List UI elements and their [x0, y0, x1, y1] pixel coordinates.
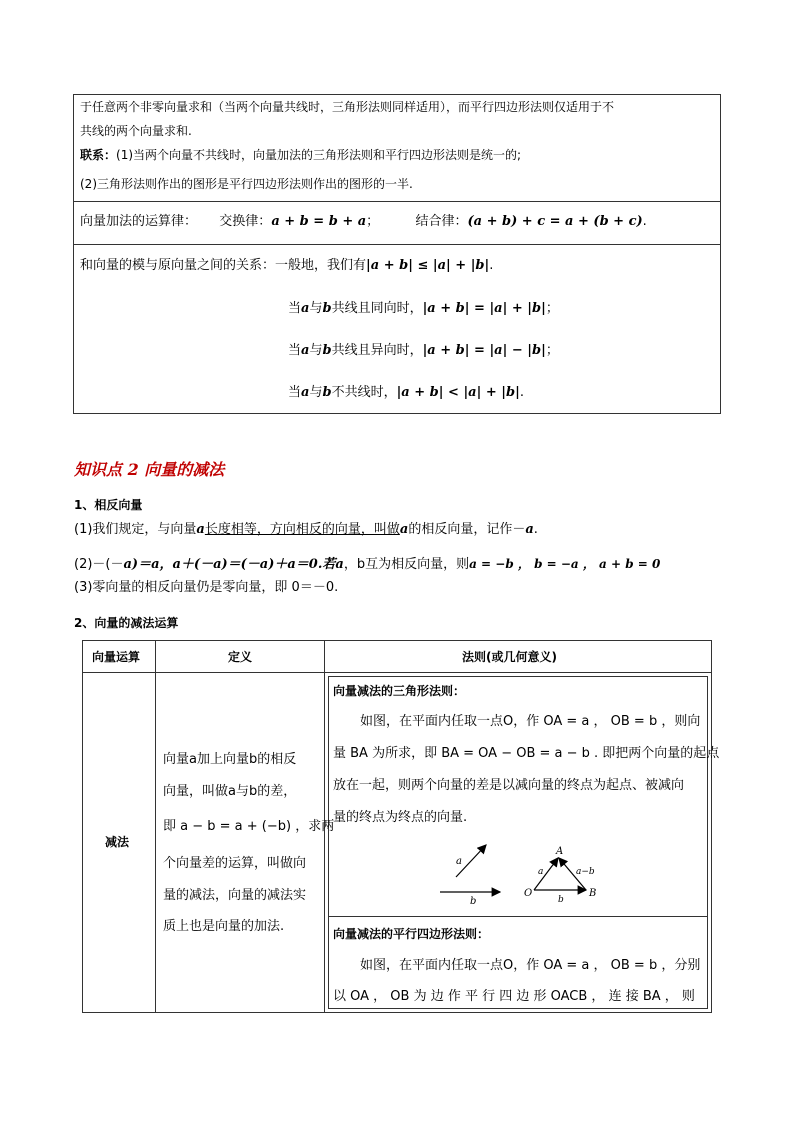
table-header-rule: 法则(或几何意义)	[462, 650, 557, 664]
p2-start: (2)－(－	[74, 557, 124, 572]
top-line-1: 于任意两个非零向量求和（当两个向量共线时，三角形法则同样适用），而平行四边形法则仅适用于不	[80, 100, 615, 114]
p1-vec3: a	[525, 522, 534, 537]
case3-formula: |a + b| < |a| + |b|	[396, 385, 520, 400]
point-o-label: O	[524, 888, 533, 899]
definition-line-4: 个向量差的运算，叫做向	[163, 856, 307, 871]
p1-dot: .	[533, 522, 538, 537]
parallelogram-rule-line-1: 如图，在平面内任取一点O，作 OA = a ， OB = b ，分别	[360, 958, 701, 973]
p1-mid: 长度相等，方向相反的向量，叫做	[204, 522, 400, 537]
case3-vec-a: a	[301, 385, 310, 400]
vector-b-label: b	[470, 896, 477, 906]
case1-end: ；	[545, 301, 559, 316]
commutative-label: 交换律：	[219, 214, 272, 229]
contact-label: 联系：	[80, 148, 117, 162]
norm-case-1	[288, 300, 559, 318]
a-minus-b-label: a−b	[576, 867, 595, 877]
contact-text: (1)当两个向量不共线时，向量加法的三角形法则和平行四边形法则是统一的;	[116, 148, 522, 162]
definition-line-5: 量的减法，向量的减法实	[163, 888, 307, 903]
sub1-para-3: (3)零向量的相反向量仍是零向量，即 0＝－0.	[74, 580, 339, 595]
p1-vec2: a	[399, 522, 409, 537]
case2-cond: 共线且异向时，	[331, 343, 423, 358]
case2-formula: |a + b| = |a| − |b|	[422, 343, 546, 358]
triangle-rule-line-3: 放在一起，则两个向量的差是以减向量的终点为起点、被减向	[333, 778, 685, 793]
triangle-b-label: b	[558, 895, 564, 905]
commutative-end: ；	[366, 214, 380, 229]
triangle-rule-line-4: 量的终点为终点的向量.	[333, 810, 468, 825]
p1-vec: a	[196, 522, 205, 537]
case3-and: 与	[309, 385, 323, 400]
subtraction-figure	[430, 840, 610, 906]
rule-inner-divider	[328, 916, 708, 917]
top-box	[73, 94, 721, 414]
subsection-1-heading: 1、相反向量	[74, 498, 143, 512]
laws-row	[80, 213, 647, 231]
norm-intro	[80, 257, 493, 275]
case1-vec-a: a	[301, 301, 310, 316]
case1-vec-b: b	[322, 301, 332, 316]
case2-vec-b: b	[322, 343, 332, 358]
contact-line	[80, 146, 521, 164]
case3-when: 当	[288, 385, 302, 400]
subsection-2-heading: 2、向量的减法运算	[74, 616, 179, 630]
triangle-rule-line-2: 量 BA 为所求，即 BA = OA − OB = a − b . 即把两个向量的起点	[333, 746, 720, 761]
top-line-2: 共线的两个向量求和.	[80, 124, 192, 138]
definition-line-6: 质上也是向量的加法.	[163, 919, 285, 934]
case1-when: 当	[288, 301, 302, 316]
p1-end: 的相反向量，记作－	[408, 522, 526, 537]
case2-vec-a: a	[301, 343, 310, 358]
case1-and: 与	[309, 301, 323, 316]
definition-line-1: 向量a加上向量b的相反	[163, 752, 297, 767]
row-label-subtraction: 减法	[105, 835, 130, 849]
p1-start: (1)我们规定，与向量	[74, 522, 197, 537]
definition-line-2: 向量，叫做a与b的差，	[163, 784, 297, 799]
norm-case-2	[288, 342, 559, 360]
associative-end: .	[642, 214, 647, 229]
p2-eq: a)＝a，a＋(－a)＝(－a)＋a＝0.若	[123, 557, 336, 572]
case2-when: 当	[288, 343, 302, 358]
case3-vec-b: b	[322, 385, 332, 400]
section-title: 知识点 2 向量的减法	[74, 460, 225, 479]
commutative-formula: a + b = b + a	[271, 214, 367, 229]
table-header-definition: 定义	[228, 650, 253, 664]
norm-intro-formula: |a + b| ≤ |a| + |b|	[366, 258, 490, 273]
sub1-para-1	[74, 521, 538, 539]
triangle-rule-title: 向量减法的三角形法则：	[333, 684, 466, 698]
sub1-para-2	[74, 555, 660, 574]
definition-line-3: 即 a − b = a + (−b) ，求两	[163, 819, 335, 834]
table-col-sep-1	[155, 640, 156, 1013]
p2-vec-a: a	[335, 557, 344, 572]
parallelogram-rule-line-2: 以 OA ， OB 为 边 作 平 行 四 边 形 OACB ， 连 接 BA ， 则	[333, 989, 695, 1004]
case2-end: ；	[545, 343, 559, 358]
norm-intro-text: 和向量的模与原向量之间的关系：一般地，我们有	[80, 258, 367, 273]
table-header-operation: 向量运算	[92, 650, 141, 664]
norm-intro-end: .	[489, 258, 494, 273]
triangle-rule-line-1: 如图，在平面内任取一点O，作 OA = a ， OB = b ，则向	[360, 714, 701, 729]
case3-end: .	[519, 385, 524, 400]
norm-case-3	[288, 384, 524, 402]
top-box-divider-2	[73, 244, 721, 245]
case3-cond: 不共线时，	[331, 385, 397, 400]
vector-a-label: a	[456, 856, 462, 867]
laws-prefix: 向量加法的运算律：	[80, 214, 198, 229]
case2-and: 与	[309, 343, 323, 358]
top-line-4: (2)三角形法则作出的图形是平行四边形法则作出的图形的一半.	[80, 177, 413, 191]
associative-formula: (a + b) + c = a + (b + c)	[467, 214, 643, 229]
associative-label: 结合律：	[415, 214, 468, 229]
triangle-a-label: a	[538, 867, 544, 877]
top-box-divider-1	[73, 201, 721, 202]
point-b-label: B	[589, 888, 597, 899]
case1-cond: 共线且同向时，	[331, 301, 423, 316]
p2-formula: a = −b ， b = −a ， a + b = 0	[469, 557, 661, 571]
parallelogram-rule-title: 向量减法的平行四边形法则：	[333, 927, 490, 941]
p2-mid: ，b互为相反向量，则	[343, 557, 470, 572]
point-a-label: A	[556, 846, 564, 857]
table-header-divider	[82, 672, 712, 673]
case1-formula: |a + b| = |a| + |b|	[422, 301, 546, 316]
